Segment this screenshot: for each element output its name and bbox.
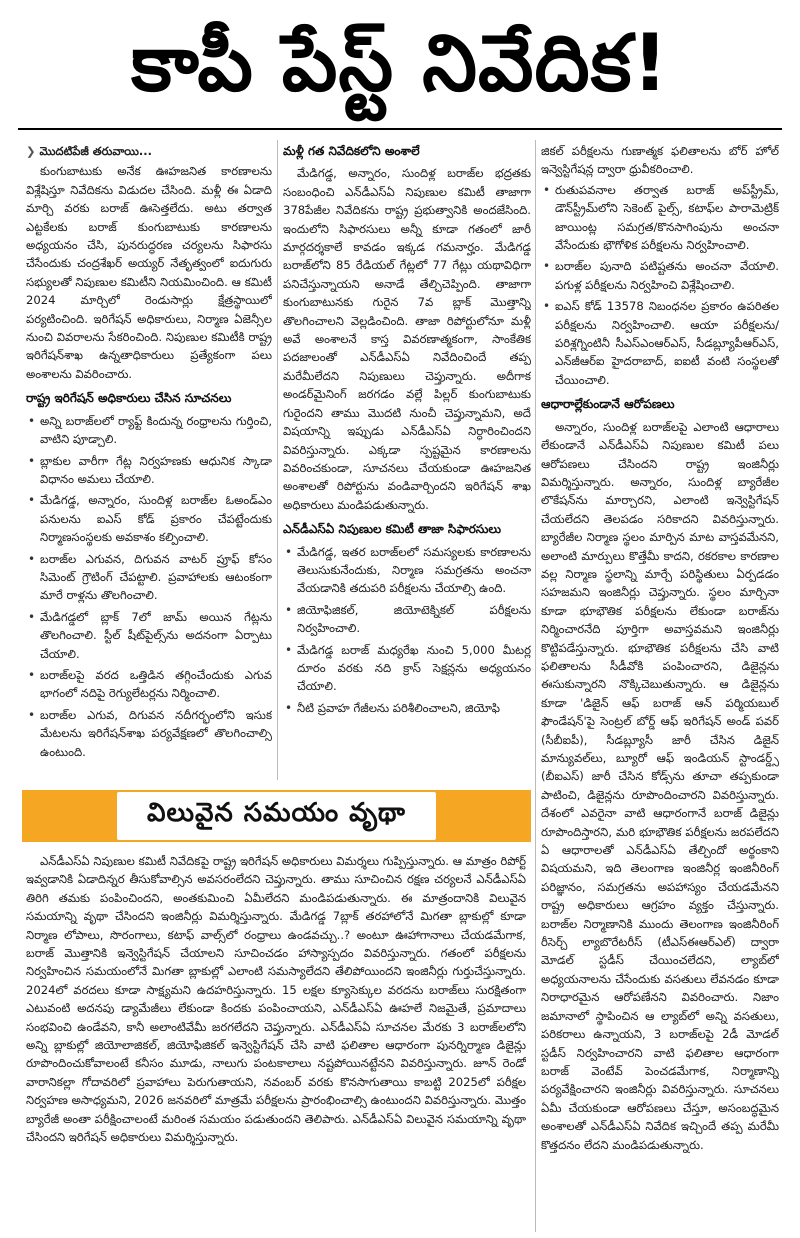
sidebar-story-title-band xyxy=(22,790,531,842)
section-heading: ఎన్‌డీఎస్‌ఏ నిపుణుల కమిటీ తాజా సిఫారసులు xyxy=(283,522,502,537)
section-heading: మళ్లీ గత నివేదికలోని అంశాలే xyxy=(283,144,420,158)
page-headline: కాపీ పేస్ట్ నివేదిక! xyxy=(131,19,669,109)
sidebar-story-title: విలువైన సమయం వృథా xyxy=(117,792,436,840)
list-item: • బరాజ్‌ల ఎగువన, దిగువన వాటర్ ప్రూఫ్ కోసం సిమెంట్ గ్రౌటింగ్ చేపట్టాలి. ప్రవాహాలకు ఆటంకంగా మారే రాళ్లను తొలగించాలి. xyxy=(26,550,272,605)
paragraph: జికల్ పరీక్షలను గుణాత్మక ఫలితాలను బోర్ హోల్ ఇన్వెస్టిగేషన్ల ద్వారా ధ్రువీకరించాలి. xyxy=(541,144,779,177)
section-heading: రాష్ట్ర ఇరిగేషన్ అధికారులు చేసిన సూచనలు xyxy=(26,391,232,406)
list-item: • అన్ని బరాజ్‌లలో ర్యాఫ్ట్ కిందున్న రంధ్రాలను గుర్తించి, వాటిని పూడ్చాలి. xyxy=(26,412,272,449)
paragraph: మేడిగడ్డ, అన్నారం, సుందిళ్ల బరాజ్‌ల భద్రతకు సంబంధించి ఎన్‌డీఎస్‌ఏ నిపుణుల కమిటీ తాజాగా 378పేజీల నివేదికను రాష్ట్ర ప్రభుత్వానికి అందజేసింది. ఇందులోని సిఫారసులు అన్నీ కూడా గతంలో జారీ మార్గదర్శకాలే కావడం ఇక్కడ గమనార్హం. మేడిగడ్డ బరాజ్‌లోని 85 రేడియల్ గేట్లలో 77 గేట్లు యథావిధిగా పనిచేస్తున్నాయని అనాడే తేల్చిచెప్పింది. తాజాగా కుంగుబాటునకు గురైన 7వ బ్లాక్ మొత్తాన్ని తొలగించాలని వెల్లడించింది. తాజా రిపోర్టులోనూ మళ్లీ అవే అంశాలనే కాస్త వివరణాత్మకంగా, సాంకేతిక పదజాలంతో ఎన్‌డీఎస్‌ఏ నివేదించిందే తప్ప మరేమీలేదని నిపుణులు చెప్తున్నారు. అదీగాక అండర్‌మైనింగ్ జరగడం వల్లే పిల్లర్ కుంగుబాటుకు గురైందని తాము మొదటి నుంచీ చెప్తున్నామని, అదే విషయాన్ని ఇప్పుడు ఎన్‌డీఎస్‌ఏ నిర్ధారించిందని వివరిస్తున్నారు. ఎక్కడా స్పష్టమైన కారణాలను వివరించకుండా, సూచనలు చేయకుండా ఊహజనిత అంశాలతో రిపోర్టును వండివార్చిందని ఇరిగేషన్ శాఖ అధికారులు మండిపడుతున్నారు. xyxy=(283,166,531,512)
bullet-list xyxy=(283,543,531,718)
sidebar-story-body xyxy=(26,852,526,1224)
bullet-list xyxy=(26,412,272,761)
list-item: • బరాజ్‌ల ఎగువ, దిగువన నదీగర్భంలోని ఇసుక మేటలను ఇరిగేషన్‌శాఖ పర్యవేక్షణలో తొలగించాల్సి ఉంటుంది. xyxy=(26,706,272,761)
section-heading: ఆధారాల్లేకుండానే ఆరోపణలు xyxy=(541,397,675,412)
article-column-2 xyxy=(283,142,531,778)
paragraph: ఎన్‌డీఎస్‌ఏ నిపుణుల కమిటీ నివేదికపై రాష్ట్ర ఇరిగేషన్ అధికారులు విమర్శలు గుప్పిస్తున్నారు. ఆ మాత్రం రిపోర్ట్ ఇవ్వడానికి ఏడాదిన్నర తీసుకోవాల్సిన అవసరంలేదని చెప్తున్నారు. తాము సూచించిన రక్షణ చర్యలనే ఎన్‌డీఎస్‌ఏ తిరిగి తమకు పంపించిందని, అంతకుమించి ఏమీలేదని మండిపడుతున్నారు. ఈ మాత్రందానికి విలువైన సమయాన్ని వృథా చేసిందని ఇంజినీర్లు విమర్శిస్తున్నారు. మేడిగడ్డ 7బ్లాక్ తరహాలోనే మిగతా బ్లాకుల్లో కూడా నిర్మాణ లోపాలు, సొరంగాలు, కటాఫ్ వాల్స్‌లో రంధ్రాలు ఉండవచ్చు..? అంటూ ఊహాగానాలు చేయడమేగాక, బరాజ్ మొత్తానికి ఇన్వెస్టిగేషన్ చేయాలని సూచించడం హాస్యాస్పదం వివరిస్తున్నారు. గతంలో పరీక్షలను నిర్వహించిన సమయంలోనే మిగతా బ్లాకుల్లో ఎలాంటి సమస్యాలేదని తేలిపోయిందని ఇంజినీర్లు గుర్తుచేస్తున్నారు. 2024లో వరదలు కూడా సాక్ష్యమని ఉదహరిస్తున్నారు. 15 లక్షల క్యూసెక్కుల వరదను బరాజ్‌లు సురక్షితంగా ఎటువంటి అదనపు డ్యామేజీలు లేకుండా కిందకు పంపించాయని, ఎన్‌డీఎస్‌ఏ ఊహలే నిజమైతే, ప్రమాదాలు సంభవించి ఉండేవని, కానీ అలాంటివేమీ జరగలేదని చెప్తున్నారు. ఎన్‌డీఎస్‌ఏ సూచనల మేరకు 3 బరాజ్‌లలోని అన్ని బ్లాకుల్లో జియోలాజికల్, జియోఫిజికల్ ఇన్వెస్టిగేషన్ చేసి వాటి ఫలితాల ఆధారంగా పునర్నిర్మాణ డిజైన్లు రూపొందించుకోవాలంటే కనీసం మూడు, నాలుగు పంటకాలాలు నష్టపోయినట్టేనని వివరిస్తున్నారు. జూన్ రెండో వారానికల్లా గోదావరిలో ప్రవాహాలు పెరుగుతాయని, నవంబర్ వరకు కొనసాగుతాయి కాబట్టి 2025లో పరీక్షల నిర్వహణ అసాధ్యమని, 2026 జనవరిలో మాత్రమే పరీక్షలను ప్రారంభించాల్సి ఉంటుందని వివరిస్తున్నారు. మొత్తం బ్యారేజీ అంతా పరీక్షించాలంటే మరింత సమయం పడుతుందని తెలిపారు. ఎన్‌డీఎస్‌ఏ విలువైన సమయాన్ని వృథా చేసిందని ఇరిగేషన్ అధికారులు విమర్శిస్తున్నారు. xyxy=(26,854,526,1145)
article-column-3 xyxy=(541,142,779,1230)
column-divider xyxy=(277,140,278,780)
list-item: • మేడిగడ్డలో బ్లాక్ 7లో జామ్ అయిన గేట్లను తొలగించాలి. స్టీల్ షీట్‌పైల్స్‌ను అదనంగా ఏర్పాటు చేయాలి. xyxy=(26,608,272,663)
bullet-list xyxy=(541,181,779,389)
list-item: • జియోఫిజికల్, జియోటెక్నికల్ పరీక్షలను నిర్వహించాలి. xyxy=(283,601,531,638)
list-item: • ఐఎస్ కోడ్ 13578 నిబంధనల ప్రకారం ఉపరితల పరీక్షలను నిర్వహించాలి. ఆయా పరీక్షలను/పరిశ్లగ్నింటినీ సీఎస్‌ఎంఆర్‌ఎస్, సీడబ్ల్యూపీఆర్‌ఎస్, ఎన్‌జీఆర్ఐ హైదరాబాద్, ఐఐటీ వంటి సంస్థలతో చేయించాలి. xyxy=(541,297,779,389)
column-divider xyxy=(535,140,536,1232)
list-item: • రుతుపవనాల తర్వాత బరాజ్ అప్‌స్ట్రీమ్, డౌన్‌స్ట్రీమ్‌లోని సెకెంట్ పైల్స్, కటాఫ్‌ల పారామెట్రిక్ జాయింట్ల సమగ్రత/కొనసాగింపును అంచనా వేసేందుకు భౌగోళిక పరీక్షలను నిర్వహించాలి. xyxy=(541,181,779,255)
list-item: • నీటి ప్రవాహ గేజీలను పరిశీలించాలని, జియోఫి xyxy=(283,699,531,717)
list-item: • మేడిగడ్డ, ఇతర బరాజ్‌లలో సమస్యలకు కారణాలను తెలుసుకునేందుకు, నిర్మాణ సమగ్రతను అంచనా వేయడానికి తదుపరి పరీక్షలను చేయాల్సి ఉంది. xyxy=(283,543,531,598)
list-item: • బ్లాకుల వారీగా గేట్ల నిర్వహణకు ఆధునిక స్కాడా విధానం అమలు చేయాలి. xyxy=(26,452,272,489)
kicker-text: మొదటిపేజీ తరువాయి... xyxy=(39,144,152,158)
paragraph: అన్నారం, సుందిళ్ల బరాజ్‌లపై ఎలాంటి ఆధారాలు లేకుండానే ఎన్‌డీఎస్‌ఏ నిపుణుల కమిటీ పలు ఆరోపణలు చేసిందని రాష్ట్ర ఇంజినీర్లు విమర్శిస్తున్నారు. అన్నారం, సుందిళ్ల బ్యారేజీల లొకేషన్‌ను మార్చారని, ఎలాంటి ఇన్వెస్టిగేషన్ చేయలేదని తెలపడం సరికాదని వివరిస్తున్నారు. బ్యారేజీల నిర్మాణ స్థలం మార్పిన మాట వాస్తవమేనని, అలాంటి మార్పులు కొత్తేమీ కాదని, రకరకాల కారణాల వల్ల నిర్మాణ స్థలాన్ని మార్చే పరిస్థితులు ఏర్పడడం సహజమని ఇంజినీర్లు చెప్తున్నారు. స్థలం మార్చినా కూడా భూభౌతిక పరీక్షలను లేకుండా బరాజ్‌ను నిర్మించారనేది పూర్తిగా అవాస్తవమని ఇంజినీర్లు కొట్టిపడేస్తున్నారు. భూభౌతిక పరీక్షలను చేసి వాటి ఫలితాలను సీడీవోకి పంపించారని, డిజైన్లను ఈసుకున్నారని నొక్కిచెబుతున్నారు. ఆ డిజైన్లను కూడా 'డిజైన్ ఆఫ్ బరాజ్ ఆన్ పర్మియబుల్ ఫౌండేషన్'పై సెంట్రల్ బోర్డ్ ఆఫ్ ఇరిగేషన్ అండ్ పవర్ (సీబీఐపీ), సీడబ్ల్యూసీ జారీ చేసిన డిజైన్ మాన్యువల్‌లు, బ్యూరో ఆఫ్ ఇండియన్ స్టాండర్డ్స్ (బీఐఎస్) జారీ చేసిన కోడ్స్‌ను తూచా తప్పకుండా పాటించి, డిజైన్లను రూపొందించారని వివరిస్తున్నారు. దేశంలో ఎవరైనా వాటి ఆధారంగానే బరాజ్ డిజైన్లు రూపొందిస్తారని, మరి భూభౌతిక పరీక్షలను జరపలేదని ఏ ఆధారాలతో ఎన్‌డీఎస్‌ఏ తేల్చిందో అర్థంకాని విషయమని, ఇది తెలంగాణ ఇంజినీర్ల ఇంజినీరింగ్ పరిజ్ఞానం, సమగ్రతను అపహాస్యం చేయడమేనని రాష్ట్ర అధికారులు ఆగ్రహం వ్యక్తం చేస్తున్నారు. బరాజ్‌ల నిర్మాణానికి ముందు తెలంగాణ ఇంజినీరింగ్ రీసెర్చ్ ల్యాబొరేటరీస్ (టీఎస్‌ఈఆర్‌ఎల్) ద్వారా మోడల్ స్టడీస్ చేయించలేదని, ల్యాబ్‌లో అధ్యయనాలను చేసేందుకు వసతులు లేవనడం కూడా నిరాధారమైన ఆరోపణేనని వివరించారు. నిజాం జమానాలో స్థాపించిన ఆ ల్యాబ్‌లో అన్ని వసతులు, పరికరాలు ఉన్నాయని, 3 బరాజ్‌లపై 2డీ మోడల్ స్టడీస్ నిర్వహించారని వాటి ఫలితాల ఆధారంగా బరాజ్ వెంటేవ్ పెంచడమేగాక, నిర్మాణాన్ని పర్యవేక్షించారని ఇంజినీర్లు వివరిస్తున్నారు. సూచనలు ఏమీ చేయకుండా ఆరోపణలు చేస్తూ, అసంబద్ధమైన అంశాలతో ఎన్‌డీఎస్‌ఏ నివేదిక ఇచ్చిందే తప్ప మరేమీ కొత్తదనం లేదని మండిపడుతున్నారు. xyxy=(541,419,779,1152)
list-item: • బరాజ్‌ల పునాది పటిష్టతను అంచనా వేయాలి. పగుళ్ల పరీక్షలను నిర్వహించి విశ్లేషించాలి. xyxy=(541,257,779,294)
chevron-right-icon: ❯ xyxy=(26,144,36,158)
list-item: • బరాజ్‌లపై వరద ఒత్తిడిన తగ్గించేందుకు ఎగువ భాగంలో నదిపై రెగ్యులేటర్లను నిర్మించాలి. xyxy=(26,666,272,703)
list-item: • మేడిగడ్డ, అన్నారం, సుందిళ్ల బరాజ్‌ల ఓఅండ్ఎం పనులను ఐఎస్ కోడ్ ప్రకారం చేపట్టేందుకు నిర్మాణసంస్థలకు అవకాశం కల్పించాలి. xyxy=(26,491,272,546)
continued-kicker xyxy=(26,142,272,160)
headline-rule xyxy=(18,128,782,130)
article-column-1 xyxy=(26,142,272,778)
paragraph: కుంగుబాటుకు అనేక ఊహజనిత కారణాలను విశ్లేషిస్తూ నివేదికను విడుదల చేసింది. మళ్లీ ఈ ఏడాది మార్చి వరకు బరాజ్ ఊసెత్తలేదు. అటు తర్వాత ఎట్టకేలకు బరాజ్ కుంగుబాటుకు కారణాలను అధ్యయనం చేసి, పునరుద్ధరణ చర్యలను సిఫారసు చేసేందుకు చంద్రశేఖర్ అయ్యర్ నేతృత్వంలో ఐదుగురు సభ్యులతో నిపుణుల కమిటీని నియమించింది. ఆ కమిటీ 2024 మార్చిలో రెండుసార్లు క్షేత్రస్థాయిలో పర్యటించింది. ఇరిగేషన్ అధికారులు, నిర్మాణ ఏజెన్సీల నుంచి వివరాలను సేకరించింది. నిపుణుల కమిటీకి రాష్ట్ర ఇరిగేషన్‌శాఖ ఉన్నతాధికారులు ప్రత్యేకంగా పలు అంశాలను వివరించారు. xyxy=(26,164,272,381)
list-item: • మేడిగడ్డ బరాజ్ మధ్యరేఖ నుంచి 5,000 మీటర్ల దూరం వరకు నది క్రాస్ సెక్షన్లను అధ్యయనం చేయాలి. xyxy=(283,641,531,696)
